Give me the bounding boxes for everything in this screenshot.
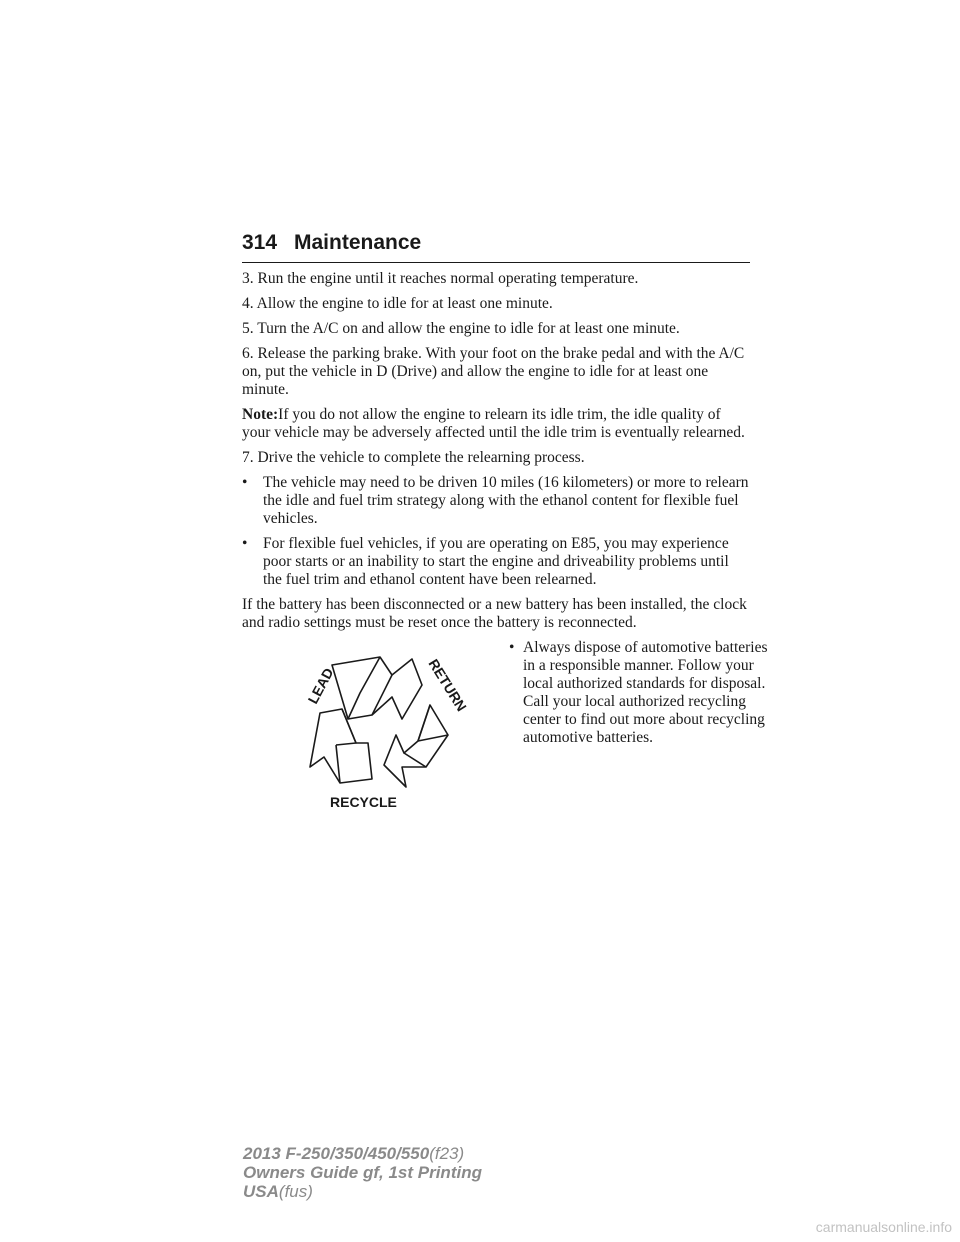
recycle-label: RECYCLE [330,794,397,810]
watermark: carmanualsonline.info [815,1219,952,1235]
note-text: If you do not allow the engine to relearn its idle trim, the idle quality of your vehicle may be adversely affected until the idle trim is eventually relearned. [242,406,745,441]
note-label: Note: [242,406,279,423]
bullet-item [242,474,750,528]
footer-model-code: (f23) [429,1144,465,1163]
footer-guide: Owners Guide gf, 1st Printing [243,1163,482,1182]
footer-model: 2013 F-250/350/450/550 [243,1144,430,1163]
footer-market: USA [243,1182,279,1201]
bullet-icon: • [242,474,248,491]
note-paragraph [242,406,750,442]
recycle-bullet-item [509,639,773,747]
lead-label: LEAD [304,665,337,707]
page-header [242,230,750,263]
bullet-text: For flexible fuel vehicles, if you are operating on E85, you may experience poor starts or an inability to start the engine and driveability problems until the fuel trim and ethanol content have been relearned. [263,535,729,588]
footer-line-2 [243,1163,482,1182]
page-footer [243,1144,482,1201]
recycle-arrow-right-icon [384,705,448,787]
recycle-arrow-top-icon [332,657,422,719]
recycle-bullet-text: Always dispose of automotive batteries in a responsible manner. Follow your local authorized standards for disposal. Call your local authorized recycling center to find out more about recycling automotive batteries. [523,639,768,746]
recycle-arrow-left-icon [310,709,372,783]
step-4-text: 4. Allow the engine to idle for at least one minute. [242,295,553,312]
recycle-section [242,639,768,810]
bullet-icon: • [509,639,515,656]
page-number: 314 [242,231,278,254]
step-3-text: 3. Run the engine until it reaches normal operating temperature. [242,270,639,287]
bullet-icon: • [242,535,248,552]
footer-line-1 [243,1144,482,1163]
bullet-text: The vehicle may need to be driven 10 miles (16 kilometers) or more to relearn the idle and fuel trim strategy along with the ethanol content for flexible fuel vehicles. [263,474,749,527]
return-label: RETURN [425,656,470,715]
section-title: Maintenance [294,231,422,254]
page-content [242,270,768,810]
battery-paragraph: If the battery has been disconnected or a new battery has been installed, the clock and radio settings must be reset once the battery is reconnected. [242,596,747,631]
step-6-text: 6. Release the parking brake. With your foot on the brake pedal and with the A/C on, put the vehicle in D (Drive) and allow the engine to idle for at least one minute. [242,345,745,398]
footer-line-3 [243,1182,482,1201]
step-7-text: 7. Drive the vehicle to complete the relearning process. [242,449,585,466]
bullet-item [242,535,750,589]
footer-market-code: (fus) [278,1182,313,1201]
recycle-symbol-icon [272,635,502,815]
step-5-text: 5. Turn the A/C on and allow the engine to idle for at least one minute. [242,320,680,337]
